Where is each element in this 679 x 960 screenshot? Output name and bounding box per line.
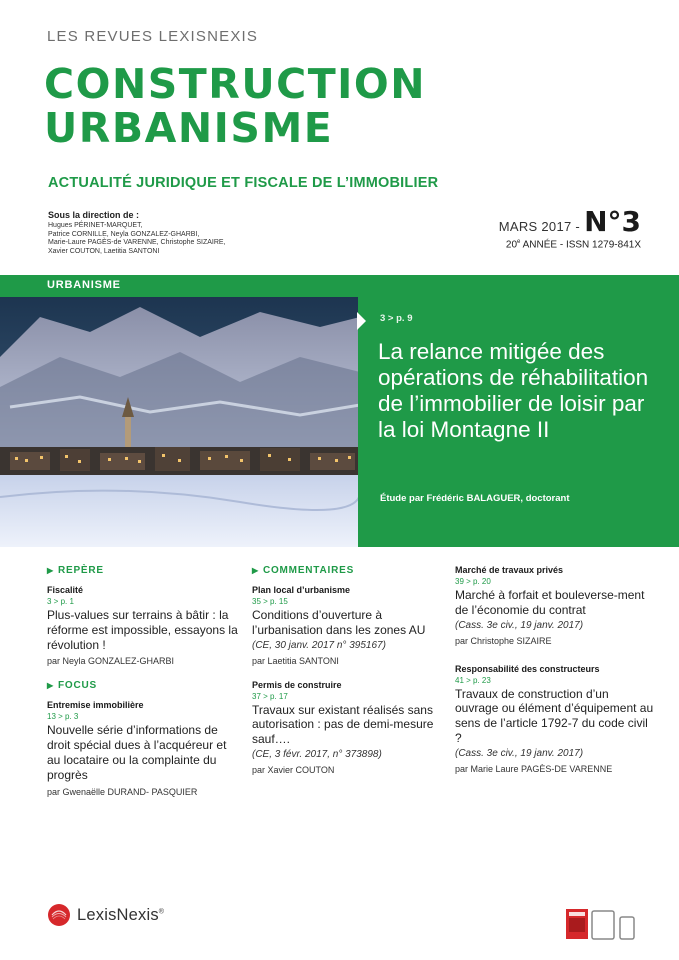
section-label: COMMENTAIRES — [262, 565, 355, 576]
item-text: Travaux de construction d’un ouvrage ou élément d’équipement au sens de l’article 1792-7 du code civil ? — [455, 686, 654, 745]
issue-number: N°3 — [584, 205, 641, 238]
item-page-ref: 39 > p. 20 — [455, 577, 491, 586]
section-label: REPÈRE — [57, 565, 104, 576]
direction-names — [48, 222, 308, 256]
triangle-icon: ▶ — [252, 566, 259, 575]
year-superscript: e — [517, 239, 521, 245]
feature-panel — [358, 275, 679, 547]
item-title: Responsabilité des constructeurs — [455, 663, 600, 674]
series-name: LES REVUES LEXISNEXIS — [47, 28, 259, 45]
item-page-ref: 13 > p. 3 — [47, 712, 79, 722]
lexisnexis-logo-icon — [47, 903, 71, 927]
item-title: Plan local d’urbanisme — [252, 585, 351, 595]
item-text: Nouvelle série d’informations de droit spécial dues à l’acquéreur et au locataire ou la complainte du progrès — [47, 723, 227, 782]
rubric-bar — [0, 275, 358, 297]
issue-date: MARS 2017 - — [498, 219, 581, 234]
cover-photo — [0, 297, 360, 547]
item-author: par Neyla GONZALEZ-GHARBI — [47, 656, 175, 667]
rubric-label: URBANISME — [47, 279, 121, 291]
feature-headline: La relance mitigée des opérations de réhabilitation de l’immobilier de loisir par la loi Montagne II — [378, 339, 649, 442]
direction-name-line: Marie-Laure PAGÈS-de VARENNE, Christophe SIZAIRE, — [48, 239, 226, 247]
editorial-direction — [48, 210, 308, 256]
registered-mark: ® — [158, 908, 165, 915]
commentaire-item — [252, 585, 447, 666]
col3-item — [455, 664, 655, 774]
section-focus-head — [47, 680, 242, 691]
item-title: Fiscalité — [47, 585, 84, 595]
item-text: Travaux sur existant réalisés sans autorisation : pas de demi-mesure sauf…. — [252, 702, 434, 747]
year-issn-text: ANNÉE - ISSN 1279-841X — [520, 239, 641, 251]
tablet-icon — [592, 911, 614, 939]
direction-lead: Sous la direction de : — [48, 210, 140, 220]
column-right — [455, 565, 655, 788]
item-author: par Christophe SIZAIRE — [455, 635, 552, 646]
item-text: Plus-values sur terrains à bâtir : la réforme est impossible, essayons la révolution ! — [47, 608, 238, 652]
item-text: Conditions d’ouverture à l’urbanisation dans les zones AU — [252, 608, 426, 637]
feature-notch — [357, 312, 366, 330]
phone-icon — [620, 917, 634, 939]
section-commentaires-head — [252, 565, 447, 576]
item-citation: (CE, 30 janv. 2017 n° 395167) — [252, 639, 386, 651]
item-page-ref: 35 > p. 15 — [252, 597, 288, 606]
journal-subtitle: ACTUALITÉ JURIDIQUE ET FISCALE DE L’IMMOBILIER — [48, 175, 439, 191]
item-page-ref: 37 > p. 17 — [252, 691, 288, 701]
column-middle — [252, 565, 447, 789]
feature-page-ref: 3 > p. 9 — [380, 313, 413, 324]
publisher-name-text: LexisNexis — [77, 905, 159, 924]
journal-title-line2: URBANISME — [44, 104, 334, 152]
item-text: Marché à forfait et bouleverse-ment de l’économie du contrat — [455, 588, 645, 617]
section-repere-head — [47, 565, 242, 576]
col3-item — [455, 565, 655, 646]
item-citation: (CE, 3 févr. 2017, n° 373898) — [252, 748, 382, 760]
publisher-logo — [47, 903, 164, 927]
item-citation: (Cass. 3e civ., 19 janv. 2017) — [455, 747, 584, 759]
focus-item — [47, 700, 242, 796]
item-title: Entremise immobilière — [47, 700, 144, 711]
commentaire-item — [252, 680, 447, 775]
publisher-name — [77, 906, 164, 925]
item-title: Marché de travaux privés — [455, 565, 564, 575]
issue-info — [499, 205, 641, 250]
item-author: par Marie Laure PAGÈS-DE VARENNE — [455, 763, 613, 774]
item-page-ref: 41 > p. 23 — [455, 675, 491, 685]
direction-name-line: Hugues PÉRINET-MARQUET, — [48, 222, 143, 229]
direction-name-line: Patrice CORNILLE, Neyla GONZALEZ-GHARBI, — [48, 230, 200, 238]
print-magazine-icon — [566, 909, 588, 939]
item-citation: (Cass. 3e civ., 19 janv. 2017) — [455, 619, 584, 631]
repere-item — [47, 585, 242, 666]
feature-byline: Étude par Frédéric BALAGUER, doctorant — [380, 493, 570, 504]
direction-name-line: Xavier COUTON, Laetitia SANTONI — [48, 247, 160, 255]
item-title: Permis de construire — [252, 679, 342, 690]
triangle-icon: ▶ — [47, 566, 54, 575]
triangle-icon: ▶ — [47, 681, 54, 691]
item-author: par Gwenaëlle DURAND- PASQUIER — [47, 786, 198, 797]
journal-title-line1: CONSTRUCTION — [44, 60, 427, 108]
year-number: 20 — [505, 239, 518, 251]
format-icons — [566, 907, 638, 946]
item-author: par Xavier COUTON — [252, 764, 335, 775]
item-author: par Laetitia SANTONI — [252, 655, 339, 666]
item-page-ref: 3 > p. 1 — [47, 597, 74, 606]
issue-year-issn — [499, 239, 641, 250]
section-label: FOCUS — [57, 680, 97, 692]
column-left — [47, 565, 242, 811]
